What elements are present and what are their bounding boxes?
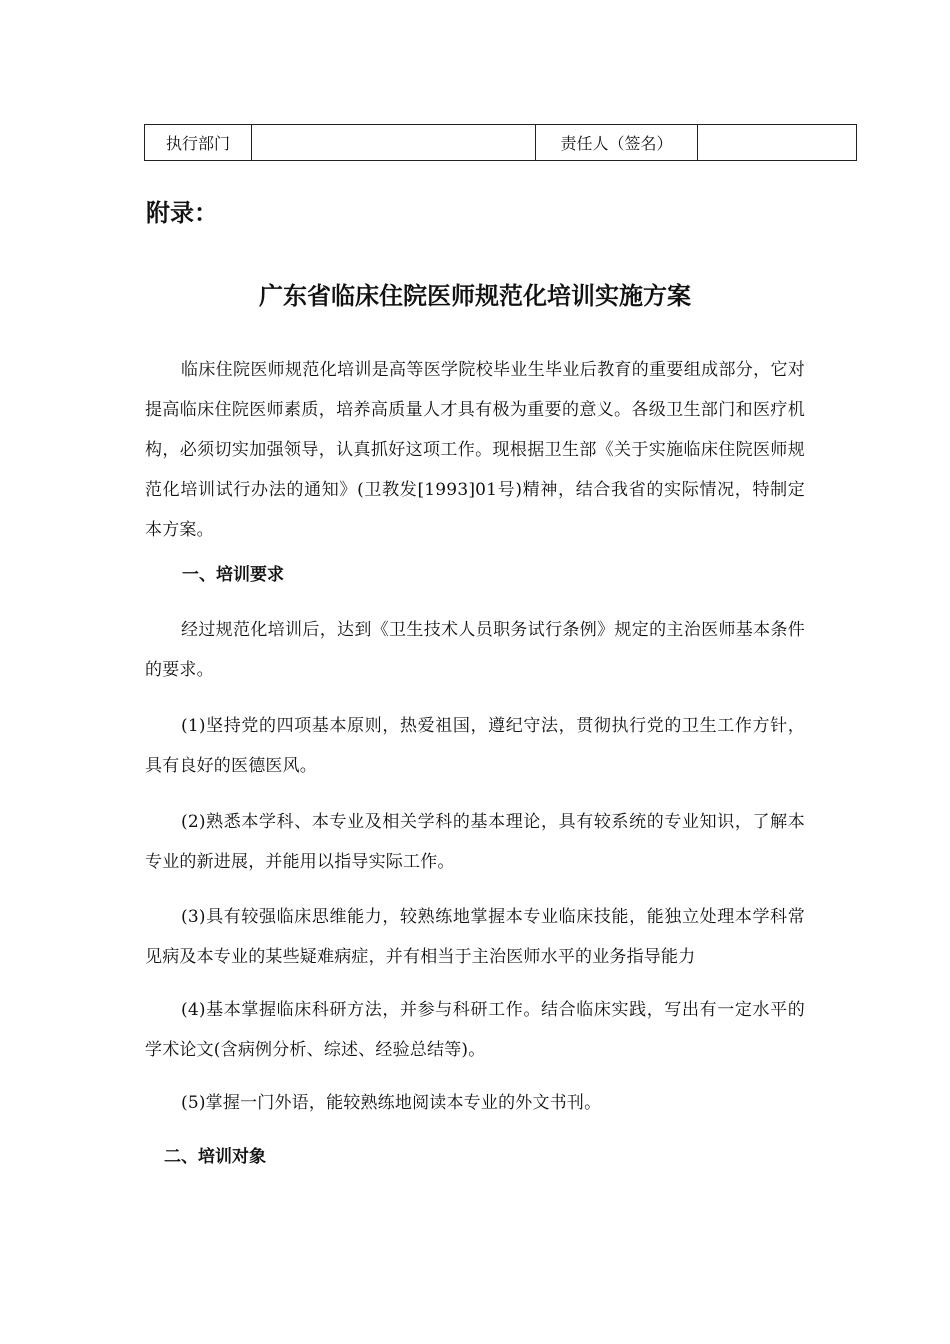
- signoff-table: [144, 124, 857, 161]
- intro-paragraph: 临床住院医师规范化培训是高等医学院校毕业生毕业后教育的重要组成部分，它对提高临床住院医师素质，培养高质量人才具有极为重要的意义。各级卫生部门和医疗机构，必须切实加强领导，认真抓好这项工作。现根据卫生部《关于实施临床住院医师规范化培训试行办法的通知》(卫教发[1993]01号)精神，结合我省的实际情况，特制定本方案。: [145, 360, 805, 540]
- section1-heading: 一、培训要求: [182, 565, 284, 585]
- section2-heading: 二、培训对象: [164, 1147, 266, 1167]
- section1-lead-paragraph: 经过规范化培训后，达到《卫生技术人员职务试行条例》规定的主治医师基本条件的要求。: [145, 620, 805, 680]
- signoff-row: [145, 125, 857, 161]
- responsible-signature-cell[interactable]: [698, 125, 857, 161]
- requirement-item-4: (4)基本掌握临床科研方法，并参与科研工作。结合临床实践，写出有一定水平的学术论文(含病例分析、综述、经验总结等)。: [145, 1000, 805, 1060]
- requirement-item-1: (1)坚持党的四项基本原则，热爱祖国，遵纪守法，贯彻执行党的卫生工作方针，具有良好的医德医风。: [145, 716, 805, 776]
- document-title: 广东省临床住院医师规范化培训实施方案: [259, 282, 691, 310]
- dept-label: 执行部门: [145, 125, 252, 161]
- appendix-label: 附录：: [146, 199, 218, 227]
- requirement-item-3: (3)具有较强临床思维能力，较熟练地掌握本专业临床技能，能独立处理本学科常见病及本专业的某些疑难病症，并有相当于主治医师水平的业务指导能力: [145, 907, 805, 967]
- requirement-item-5: (5)掌握一门外语，能较熟练地阅读本专业的外文书刊。: [181, 1093, 602, 1113]
- requirement-item-2: (2)熟悉本学科、本专业及相关学科的基本理论，具有较系统的专业知识，了解本专业的新进展，并能用以指导实际工作。: [145, 812, 805, 872]
- dept-value-cell[interactable]: [252, 125, 536, 161]
- responsible-label: 责任人（签名）: [536, 125, 698, 161]
